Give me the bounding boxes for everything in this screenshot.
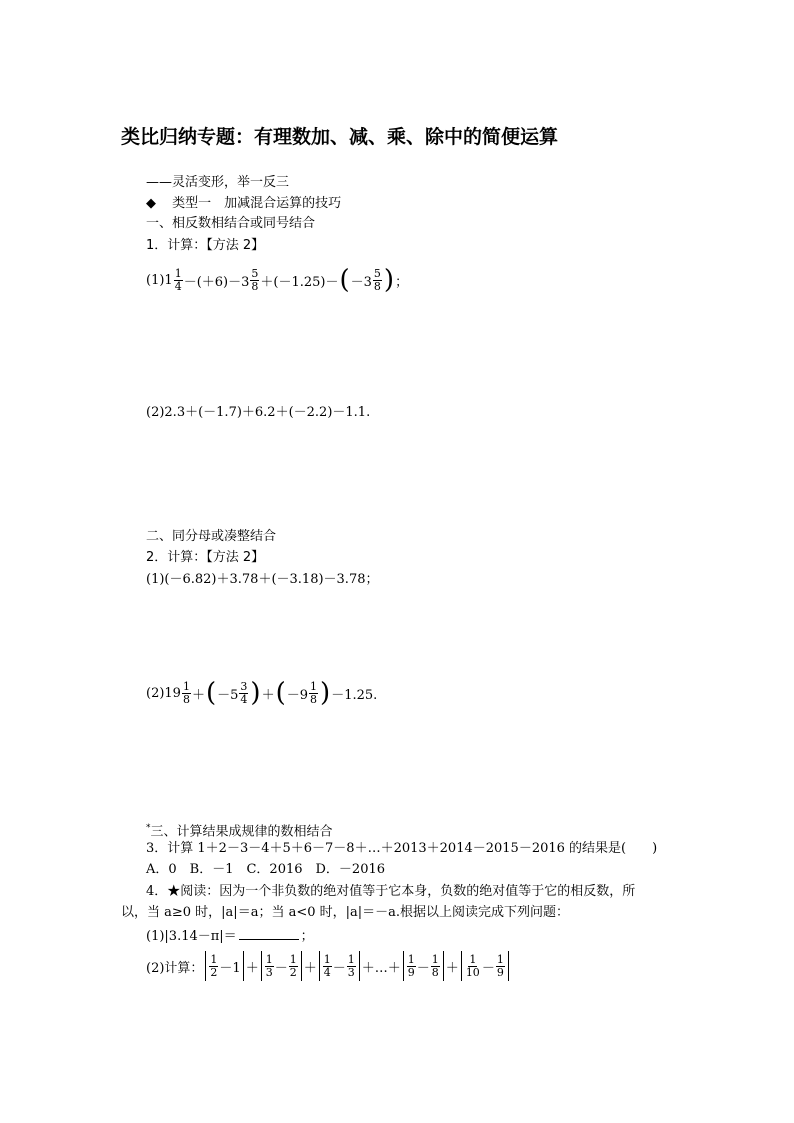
q2-p2-plus1: ＋ [191,687,205,703]
abs-term-2 [261,951,302,981]
optional-mark: * [146,823,151,833]
q1-p1-frac-b [250,268,259,293]
diamond-bullet-icon: ◆ [146,196,156,211]
denominator: 8 [431,965,439,979]
denominator: 8 [373,279,381,293]
q4-part2-expression [146,948,511,984]
plus-sign: ＋ [303,960,317,976]
q1-p1-whole: 1 [164,272,173,288]
numerator: 1 [174,266,182,280]
q4-part1 [146,927,314,945]
numerator: 1 [431,952,439,966]
q2-p2-end: －1.25. [331,687,378,703]
q3-options: A．0 B．－1 C．2016 D．－2016 [146,862,386,877]
minus-sign: － [274,960,288,976]
numerator: 1 [469,952,477,966]
answer-blank[interactable] [239,927,299,940]
frac [465,954,481,979]
minus-sign: － [332,960,346,976]
section3-heading-text: 三、计算结果成规律的数相结合 [150,824,333,840]
frac [407,954,416,979]
left-paren: ( [275,678,286,708]
numerator: 1 [265,952,273,966]
denominator: 10 [465,965,480,979]
numerator: 3 [240,679,248,693]
q1-p1-label: (1) [146,272,165,288]
denominator: 3 [347,965,355,979]
numerator: 1 [347,952,355,966]
q2-p2-label: (2)19 [146,685,181,701]
q4-p1-end: ； [300,929,314,944]
denominator: 8 [310,692,318,706]
right-paren: ) [250,678,261,708]
numerator: 1 [210,952,218,966]
q1-p1-term2: －(＋6)－3 [183,274,250,290]
frac [209,954,218,979]
type1-heading [146,196,341,212]
abs-term-3 [319,951,360,981]
abs-term-5 [461,951,509,981]
plus-sign: ＋ [445,960,459,976]
numerator: 1 [289,952,297,966]
q4-p1-label: (1)|3.14－π|＝ [146,929,237,944]
left-paren: ( [339,265,350,295]
q1-p1-frac-c [373,268,382,293]
plus-sign: ＋ [245,960,259,976]
frac [431,954,440,979]
denominator: 4 [240,692,248,706]
q1-part2-expression: (2)2.3＋(－1.7)＋6.2＋(－2.2)－1.1. [146,405,371,420]
denominator: 4 [323,965,331,979]
denominator: 4 [174,279,182,293]
right-paren: ) [320,678,331,708]
q2-p2-frac-c [309,681,318,706]
q1-prompt: 1．计算：【方法 2】 [146,238,265,253]
minus-sign: － [416,960,430,976]
q1-p1-term3: ＋(－1.25)－ [260,274,339,290]
minus-sign: － [481,960,495,976]
q2-p2-term3: －5 [217,687,239,703]
denominator: 2 [210,965,218,979]
type1-label: 类型一 加减混合运算的技巧 [172,196,342,211]
q4-p2-label: (2)计算： [146,960,204,976]
q1-p1-frac-a [174,268,183,293]
q1-p1-end: ； [395,274,409,290]
abs-term-4 [403,951,444,981]
numerator: 1 [182,679,190,693]
numerator: 1 [407,952,415,966]
abs-term-1 [205,951,243,981]
page-title: 类比归纳专题：有理数加、减、乘、除中的简便运算 [121,126,559,148]
q2-p2-frac-b [239,681,248,706]
q4-line1: 4．★阅读：因为一个非负数的绝对值等于它本身，负数的绝对值等于它的相反数，所 [146,884,636,899]
numerator: 5 [373,266,381,280]
left-paren: ( [205,678,217,708]
operator: －1 [219,960,241,976]
denominator: 2 [289,965,297,979]
frac [289,954,298,979]
q3-prompt: 3．计算 1＋2－3－4＋5＋6－7－8＋…＋2013＋2014－2015－2016 的结果是( ) [146,841,658,856]
numerator: 5 [251,266,259,280]
frac [265,954,274,979]
ellipsis: ＋…＋ [361,960,401,976]
q4-line2: 以，当 a≥0 时，|a|＝a；当 a<0 时，|a|＝－a.根据以上阅读完成下列问题： [121,905,570,920]
frac [323,954,332,979]
section1-heading: 一、相反数相结合或同号结合 [146,216,316,231]
section2-heading: 二、同分母或凑整结合 [146,529,277,544]
denominator: 9 [407,965,415,979]
frac [496,954,505,979]
denominator: 8 [251,279,259,293]
denominator: 3 [265,965,273,979]
q1-part1-expression [146,262,408,298]
numerator: 1 [323,952,331,966]
q2-p2-plus2: ＋ [261,687,275,703]
section3-heading [146,820,333,840]
frac [347,954,356,979]
q2-part1-expression: (1)(－6.82)＋3.78＋(－3.18)－3.78； [146,572,379,587]
q2-p2-term5: －9 [286,687,309,703]
numerator: 1 [310,679,318,693]
q1-p1-term4: －3 [350,274,372,290]
denominator: 8 [182,692,190,706]
q2-p2-frac-a [182,681,191,706]
subtitle: ——灵活变形，举一反三 [146,175,290,190]
q2-prompt: 2．计算：【方法 2】 [146,550,265,565]
numerator: 1 [496,952,504,966]
denominator: 9 [496,965,504,979]
right-paren: ) [383,265,395,295]
q2-part2-expression [146,675,377,711]
